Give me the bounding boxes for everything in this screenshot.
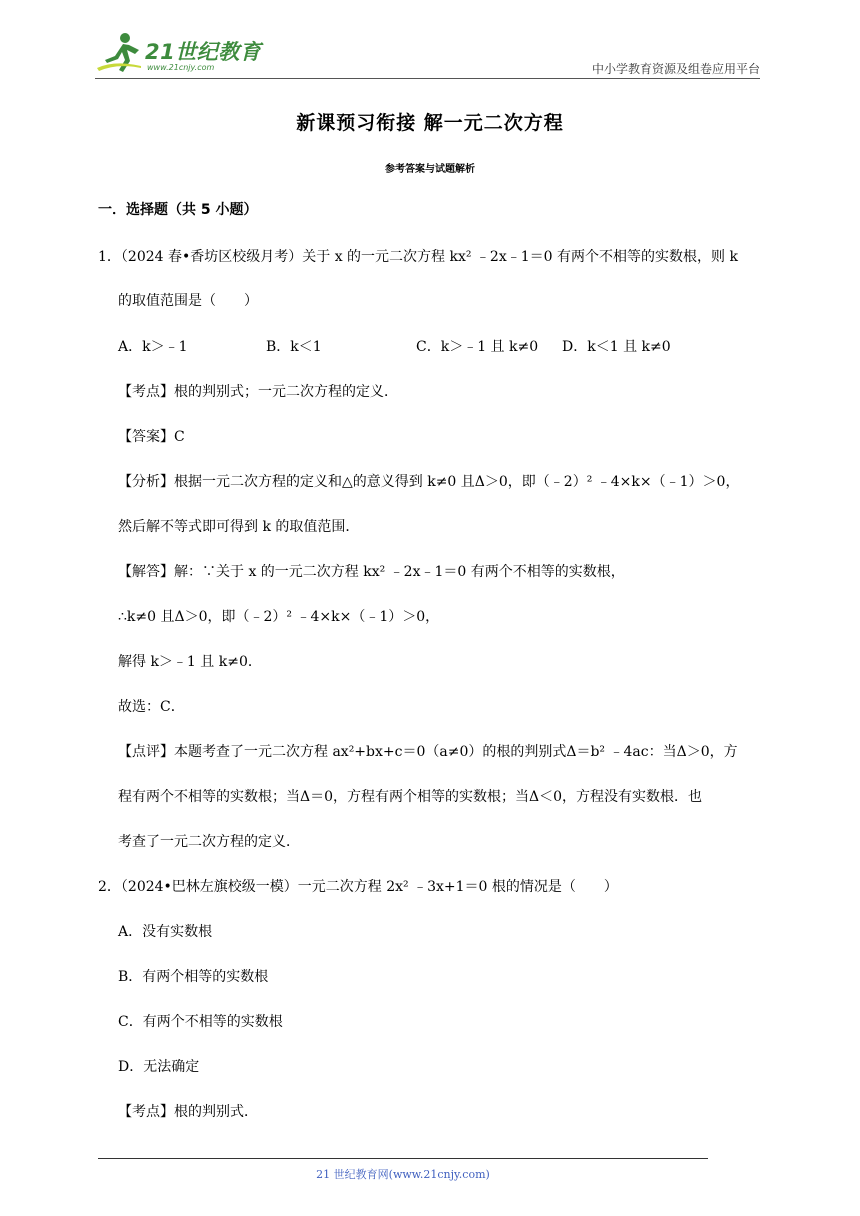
page-title: 新课预习衔接 解一元二次方程 [296, 112, 564, 134]
q1-analysis-line2: 然后解不等式即可得到 k 的取值范围． [118, 519, 360, 535]
section-heading: 一．选择题（共 5 小题） [98, 202, 258, 218]
q1-kaodian: 【考点】根的判别式；一元二次方程的定义． [118, 384, 398, 400]
runner-logo-icon [95, 30, 145, 74]
header-platform-name: 中小学教育资源及组卷应用平台 [591, 62, 760, 76]
q1-option-d: D．k＜1 且 k≠0 [562, 339, 671, 355]
q2-option-b: B．有两个相等的实数根 [118, 969, 269, 985]
q2-option-a: A．没有实数根 [118, 924, 213, 940]
q1-stem-line2: 的取值范围是（ ） [118, 293, 258, 309]
footer-link[interactable]: 21 世纪教育网(www.21cnjy.com) [316, 1168, 490, 1181]
q1-solution-line2: ∴k≠0 且Δ＞0，即（﹣2）² ﹣4×k×（﹣1）＞0， [118, 609, 440, 625]
logo [95, 30, 270, 78]
logo-text: 21世纪教育 [145, 40, 262, 64]
logo-url: www.21cnjy.com [147, 63, 215, 72]
q2-option-d: D．无法确定 [118, 1059, 200, 1075]
q1-comment-line3: 考查了一元二次方程的定义． [118, 834, 300, 850]
q1-solution-line3: 解得 k＞﹣1 且 k≠0． [118, 654, 262, 670]
q2-stem: 2．（2024•巴林左旗校级一模）一元二次方程 2x² ﹣3x+1＝0 根的情况是（ ） [98, 879, 618, 895]
q2-option-c: C．有两个不相等的实数根 [118, 1014, 283, 1030]
page-subtitle: 参考答案与试题解析 [385, 164, 475, 175]
q1-comment-line1: 【点评】本题考查了一元二次方程 ax²+bx+c＝0（a≠0）的根的判别式Δ＝b² ﹣4ac：当Δ＞0，方 [118, 744, 738, 760]
q1-option-a: A．k＞﹣1 [118, 339, 188, 355]
q1-option-b: B．k＜1 [266, 339, 322, 355]
q1-solution-line1: 【解答】解：∵关于 x 的一元二次方程 kx² ﹣2x﹣1＝0 有两个不相等的实数根， [118, 564, 625, 580]
q1-analysis-line1: 【分析】根据一元二次方程的定义和△的意义得到 k≠0 且Δ＞0，即（﹣2）² ﹣4×k×（﹣1）＞0， [118, 474, 740, 490]
q2-kaodian: 【考点】根的判别式． [118, 1104, 258, 1120]
q1-answer: 【答案】C [118, 429, 185, 445]
header-divider [95, 78, 760, 79]
q1-stem-line1: 1．（2024 春•香坊区校级月考）关于 x 的一元二次方程 kx² ﹣2x﹣1＝0 有两个不相等的实数根，则 k [98, 249, 738, 265]
footer-divider [98, 1158, 708, 1159]
q1-option-c: C．k＞﹣1 且 k≠0 [416, 339, 539, 355]
page-header [95, 30, 760, 80]
q1-comment-line2: 程有两个不相等的实数根；当Δ＝0，方程有两个相等的实数根；当Δ＜0，方程没有实数根．也 [118, 789, 703, 805]
q1-solution-line4: 故选：C． [118, 699, 185, 715]
